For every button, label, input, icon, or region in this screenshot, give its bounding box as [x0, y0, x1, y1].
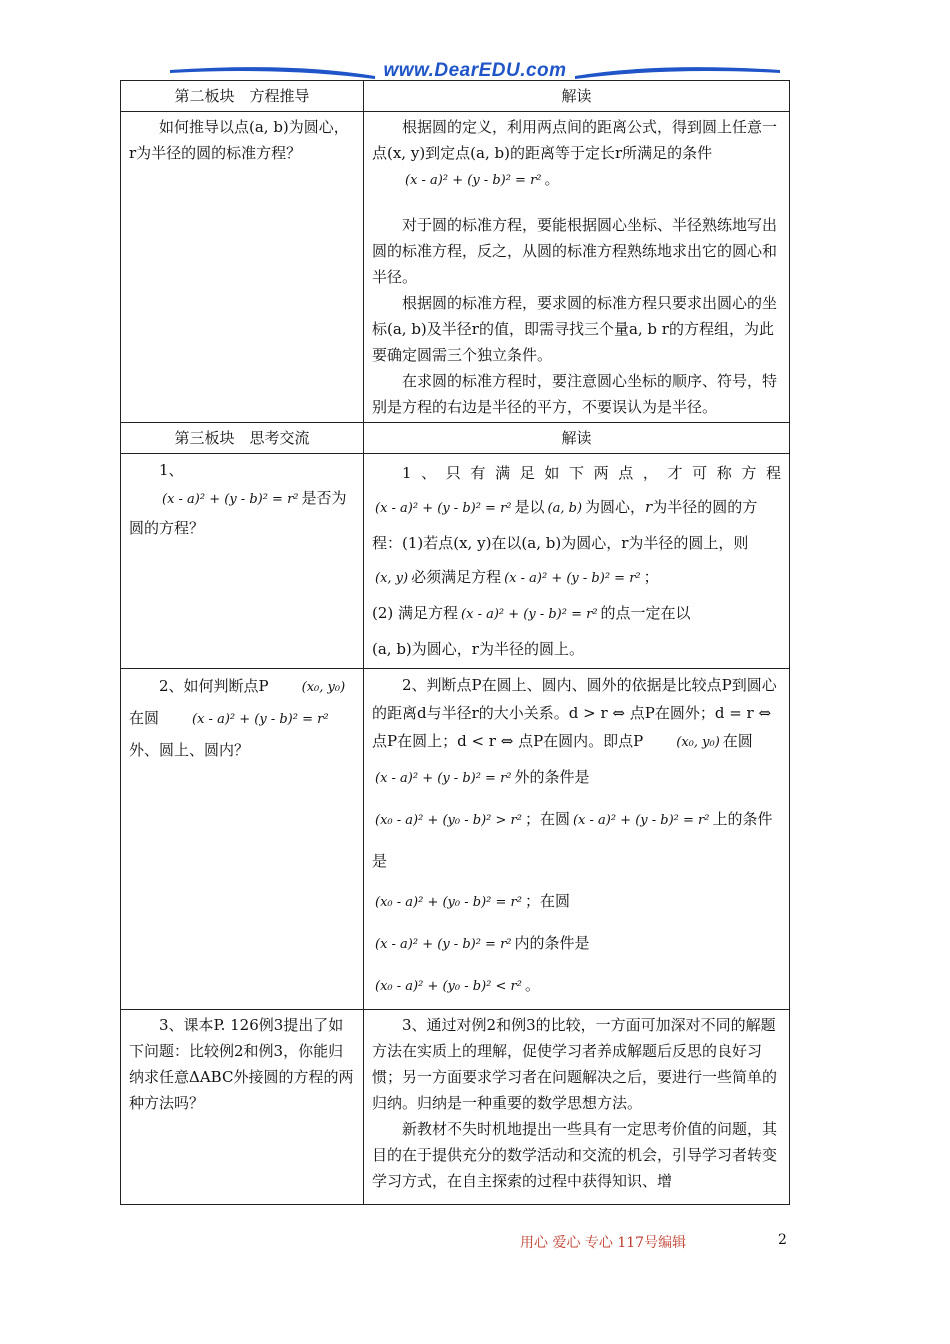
answer-text: 外的条件是 — [514, 768, 590, 786]
section2-answer-p2: 对于圆的标准方程，要能根据圆心坐标、半径熟练地写出圆的标准方程，反之，从圆的标准方程熟练地求出它的圆心和半径。 — [372, 216, 778, 286]
page-number: 2 — [778, 1232, 787, 1248]
equation: (x - a)² + (y - b)² = r² — [375, 937, 512, 952]
equation: (x₀ - a)² + (y₀ - b)² = r² — [375, 895, 522, 910]
q1-answer-cell — [364, 454, 790, 669]
q1-answer-line1: 1、只有满足如下两点，才可称方程 — [402, 464, 781, 482]
equation: (x₀ - a)² + (y₀ - b)² < r² — [375, 979, 522, 994]
equation: (x₀, y₀) — [676, 735, 720, 750]
q3-answer-p1: 3、通过对例2和例3的比较，一方面可加深对不同的解题方法在实质上的理解，促使学习者养成解题后反思的良好习惯；另一方面要求学习者在问题解决之后，要进行一些简单的归纳。归纳是一种重要的数学思想方法。 — [372, 1016, 778, 1112]
section2-answer-title: 解读 — [364, 81, 790, 112]
equation: (x - a)² + (y - b)² = r² — [192, 712, 329, 727]
section3-title: 第三板块 思考交流 — [121, 423, 364, 454]
q2-answer-inside — [372, 923, 781, 965]
content-table — [120, 80, 790, 1205]
answer-text: ；在圆 — [524, 892, 570, 910]
question-text: 在圆 — [129, 709, 160, 727]
q2-answer-inside-cond — [372, 965, 781, 1007]
answer-text: 是以 — [514, 498, 545, 516]
question-text: 2、如何判断点P — [159, 677, 269, 695]
q2-answer-outside — [372, 757, 781, 799]
answer-text: 在圆 — [722, 732, 753, 750]
header-site-name: www.DearEDU.com — [383, 60, 567, 81]
section2-title: 第二板块 方程推导 — [121, 81, 364, 112]
question-text: 是否为圆的方程？ — [129, 489, 347, 537]
q2-question — [129, 671, 355, 765]
answer-text: 内的条件是 — [514, 934, 590, 952]
equation: (x, y) — [375, 571, 409, 586]
answer-text: 为半径的圆的方程：(1)若点(x, y)在以(a, b)为圆心，r为半径的圆上，则 — [372, 498, 758, 552]
footer-text: 用心 爱心 专心 117号编辑 — [520, 1235, 687, 1251]
equation: (x - a)² + (y - b)² = r² — [461, 607, 598, 622]
answer-text: 。 — [544, 170, 560, 188]
answer-text: ； — [643, 568, 659, 586]
q1-answer-line4 — [372, 596, 781, 632]
section2-answer-p1 — [372, 114, 781, 194]
q2-answer-cell — [364, 669, 790, 1010]
q3-answer-p2: 新教材不失时机地提出一些具有一定思考价值的问题，其目的在于提供充分的数学活动和交流的机会，引导学习者转变学习方式，在自主探索的过程中获得知识、增 — [372, 1120, 778, 1190]
section2-answer-p4: 在求圆的标准方程时，要注意圆心坐标的顺序、符号，特别是方程的右边是半径的平方，不要误认为是半径。 — [372, 372, 778, 416]
section2-answer-p3: 根据圆的标准方程，要求圆的标准方程只要求出圆心的坐标(a, b)及半径r的值，即需寻找三个量a, b r的方程组，为此要确定圆需三个独立条件。 — [372, 294, 778, 364]
q2-answer-body — [372, 671, 781, 757]
q2-cell — [121, 669, 364, 1010]
answer-text: 上的条件是 — [372, 810, 773, 870]
q3-cell — [121, 1010, 364, 1205]
equation: (x - a)² + (y - b)² = r² — [162, 492, 299, 507]
answer-text: r — [645, 498, 653, 516]
answer-text: (2) 满足方程 — [372, 604, 459, 622]
equation: (x₀, y₀) — [301, 680, 346, 695]
q3-question: 3、课本P. 126例3提出了如下问题：比较例2和例3，你能归纳求任意ΔABC外接圆的方程的两种方法吗？ — [129, 1016, 354, 1112]
table-row — [121, 669, 790, 1010]
question-text: 外、圆上、圆内？ — [129, 741, 250, 759]
answer-text: ；在圆 — [524, 810, 570, 828]
q1-question — [129, 456, 355, 542]
equation: (x₀ - a)² + (y₀ - b)² > r² — [375, 813, 522, 828]
q3-answer-cell — [364, 1010, 790, 1205]
answer-text: 。 — [524, 976, 540, 994]
equation: (x - a)² + (y - b)² = r² — [572, 813, 710, 828]
table-row — [121, 81, 790, 112]
equation: (a, b) — [547, 501, 583, 516]
question-text: 1、 — [159, 461, 184, 479]
section3-answer-title: 解读 — [364, 423, 790, 454]
section2-question: 如何推导以点(a, b)为圆心，r为半径的圆的标准方程？ — [129, 118, 349, 162]
answer-text: 为圆心， — [585, 498, 646, 516]
table-row — [121, 423, 790, 454]
answer-text: 2、判断点P在圆上、圆内、圆外的依据是比较点P到圆心的距离d与半径r的大小关系。d > r ⇔ 点P在圆外；d = r ⇔ 点P在圆上；d < r ⇔ 点P在圆内。即点P — [372, 676, 777, 750]
equation: (x - a)² + (y - b)² = r² — [504, 571, 641, 586]
equation: (x - a)² + (y - b)² = r² — [375, 771, 512, 786]
q1-answer-end: (a, b)为圆心，r为半径的圆上。 — [372, 640, 584, 658]
q1-answer-body — [372, 490, 781, 596]
table-row — [121, 454, 790, 669]
q1-cell — [121, 454, 364, 669]
answer-text: 的点一定在以 — [600, 604, 691, 622]
section2-question-cell — [121, 112, 364, 423]
equation: (x - a)² + (y - b)² = r² — [375, 501, 512, 516]
table-row — [121, 112, 790, 423]
q2-answer-outside-cond — [372, 799, 781, 881]
q2-answer-on-cond — [372, 881, 781, 923]
section2-answer-cell — [364, 112, 790, 423]
table-row — [121, 1010, 790, 1205]
answer-text: 必须满足方程 — [411, 568, 502, 586]
answer-text: 根据圆的定义，利用两点间的距离公式，得到圆上任意一点(x, y)到定点(a, b)的距离等于定长r所满足的条件 — [372, 118, 778, 162]
equation: (x - a)² + (y - b)² = r² — [405, 173, 542, 188]
